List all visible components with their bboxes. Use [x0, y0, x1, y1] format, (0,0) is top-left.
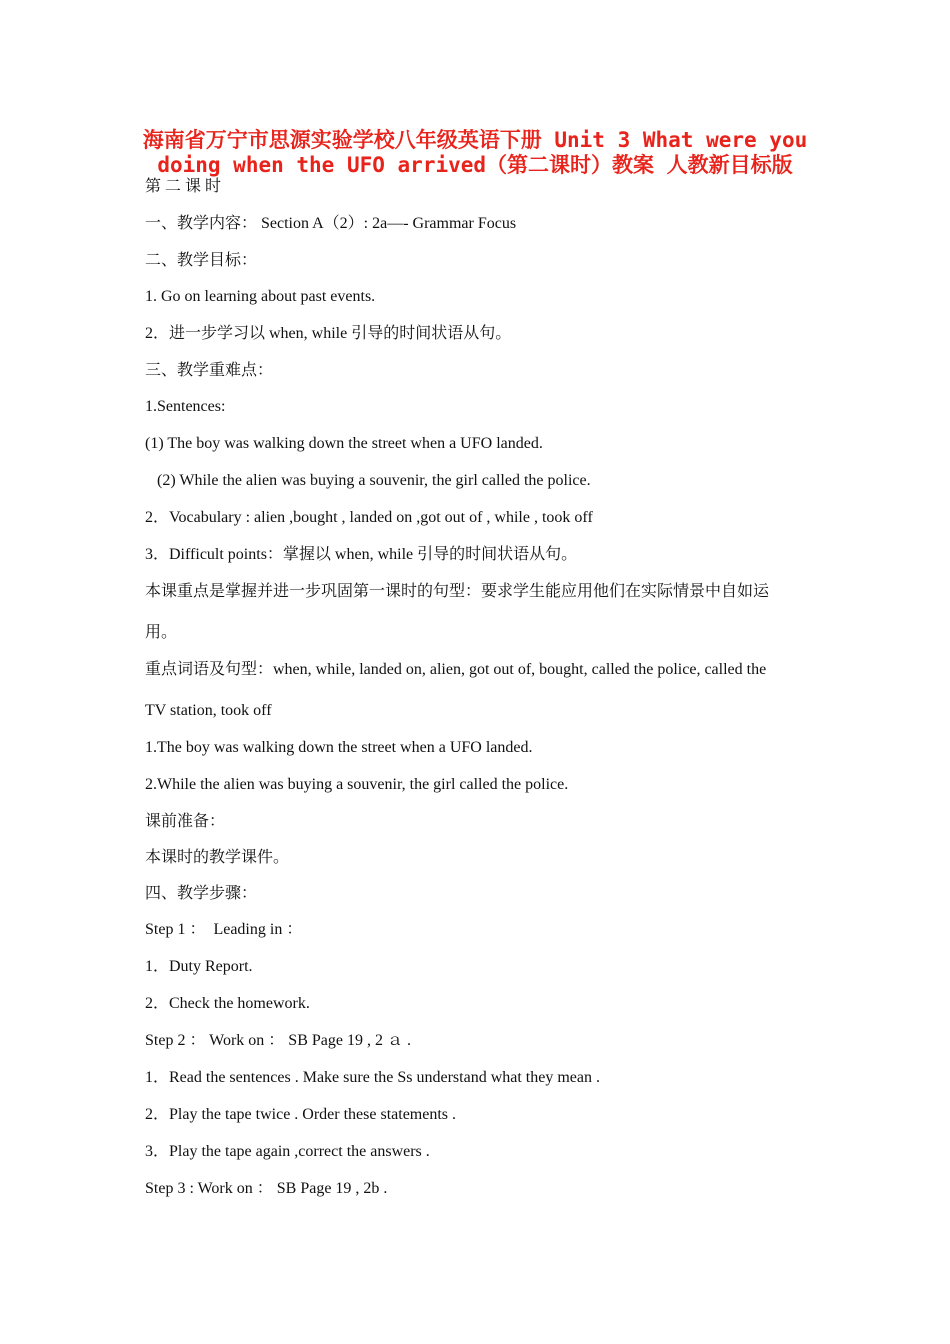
key-sentence-1: 1.The boy was walking down the street when a UFO landed.	[145, 739, 533, 756]
sentence-1: (1) The boy was walking down the street when a UFO landed.	[145, 435, 543, 452]
preparation-heading: 课前准备：	[145, 813, 226, 830]
teaching-content: 一、教学内容： Section A（2）: 2a—- Grammar Focus	[145, 215, 517, 232]
sentence-2: (2) While the alien was buying a souvenir, the girl called the police.	[145, 472, 591, 489]
vocabulary: 2．Vocabulary : alien ,bought , landed on ,got out of , while , took off	[145, 509, 593, 526]
teaching-goals-heading: 二、教学目标：	[145, 252, 258, 269]
difficult-points: 3．Difficult points：掌握以 when, while 引导的时间状语从句。	[145, 546, 578, 563]
step-2-item-2: 2．Play the tape twice . Order these statements .	[145, 1106, 457, 1123]
step-1-item-2: 2．Check the homework.	[145, 995, 310, 1012]
step-3-heading: Step 3 : Work on ： SB Page 19 , 2b .	[145, 1180, 388, 1197]
document-title-line-2: doing when the UFO arrived（第二课时）教案 人教新目标版	[157, 153, 793, 177]
sentences-heading: 1.Sentences:	[145, 398, 226, 415]
step-2-item-3: 3．Play the tape again ,correct the answers .	[145, 1143, 430, 1160]
teaching-steps-heading: 四、教学步骤：	[145, 885, 258, 902]
goal-1: 1. Go on learning about past events.	[145, 288, 376, 305]
key-phrases-line-1: 重点词语及句型：when, while, landed on, alien, got out of, bought, called the police, called the	[145, 661, 767, 678]
document-title-line-1: 海南省万宁市思源实验学校八年级英语下册 Unit 3 What were you	[142, 128, 808, 152]
step-1-heading: Step 1 ： Leading in ：	[145, 921, 303, 938]
preparation-text: 本课时的教学课件。	[145, 849, 290, 866]
key-sentence-2: 2.While the alien was buying a souvenir, the girl called the police.	[145, 776, 569, 793]
step-1-item-1: 1．Duty Report.	[145, 958, 253, 975]
goal-2: 2．进一步学习以 when, while 引导的时间状语从句。	[145, 325, 512, 342]
key-points-heading: 三、教学重难点：	[145, 362, 274, 379]
lesson-focus-line-2: 用。	[145, 624, 178, 641]
step-2-item-1: 1．Read the sentences . Make sure the Ss understand what they mean .	[145, 1069, 600, 1086]
key-phrases-line-2: TV station, took off	[145, 702, 272, 719]
lesson-label: 第二课时	[145, 178, 226, 195]
step-2-heading: Step 2 ： Work on ： SB Page 19 , 2 ａ .	[145, 1032, 411, 1049]
lesson-focus-line-1: 本课重点是掌握并进一步巩固第一课时的句型：要求学生能应用他们在实际情景中自如运	[145, 583, 770, 600]
